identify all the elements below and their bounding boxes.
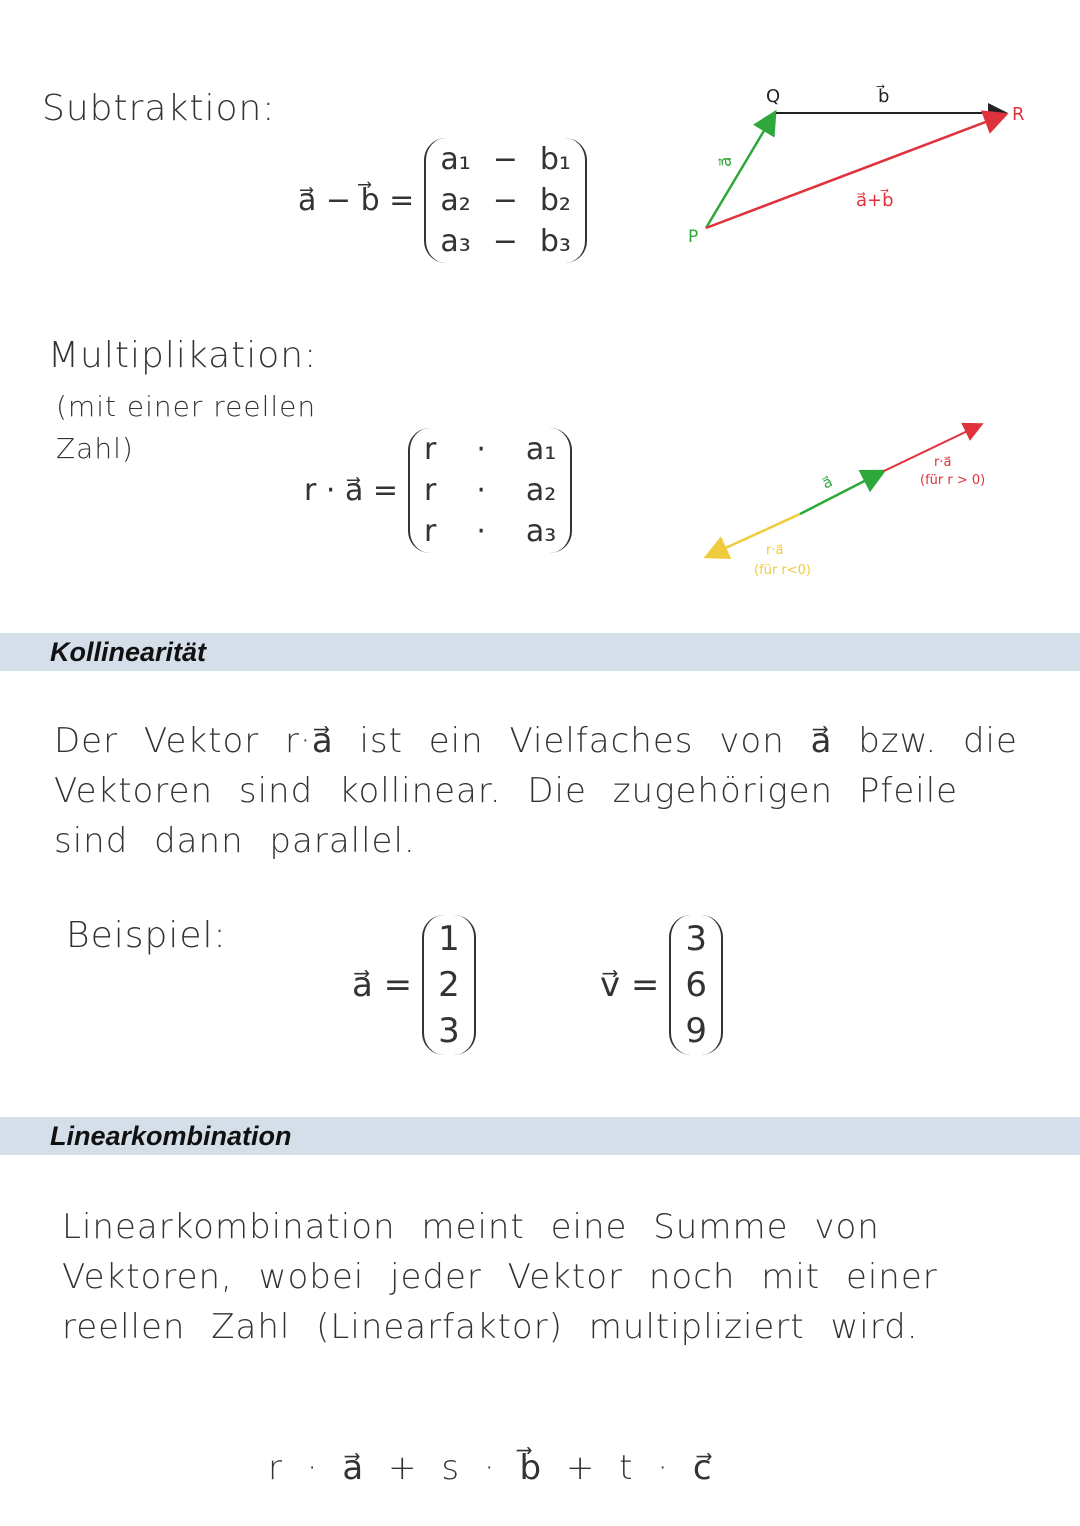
multiplication-lhs: r · a⃗ =	[304, 473, 398, 508]
vector-a-arrow	[706, 114, 774, 228]
subtraction-heading: Subtraktion:	[42, 88, 276, 129]
multiplication-heading: Multiplikation:	[48, 335, 318, 376]
vector-v-matrix	[669, 915, 723, 1055]
vector-addition-diagram	[686, 40, 1036, 290]
matrix-cell: r	[424, 432, 437, 467]
subtraction-lhs: a⃗ − b⃗ =	[298, 183, 415, 218]
vector-sum-arrow	[706, 115, 1004, 228]
linearkombination-text: Linearkombination meint eine Summe von Vektoren, wobei jeder Vektor noch mit einer reellen Zahl (Linearfaktor) multipliziert wird.	[62, 1207, 938, 1347]
point-p-label: P	[688, 227, 699, 247]
vector-v-lhs: v⃗ =	[600, 965, 660, 1005]
matrix-cell: −	[492, 224, 518, 259]
point-r-label: R	[1012, 104, 1025, 125]
positive-multiple-arrow	[884, 425, 980, 471]
vector-a-label: a⃗	[819, 472, 836, 493]
matrix-cell: ·	[476, 432, 486, 467]
matrix-cell: 6	[685, 965, 708, 1005]
section-title: Kollinearität	[50, 637, 207, 667]
matrix-cell: r	[424, 514, 437, 549]
section-title: Linearkombination	[50, 1121, 292, 1151]
matrix-cell: b₂	[539, 183, 571, 218]
matrix-cell: a₁	[440, 142, 471, 177]
negative-condition-label: (für r<0)	[754, 563, 811, 578]
multiplication-note: (mit einer reellen Zahl)	[56, 390, 317, 465]
matrix-cell: 3	[685, 919, 708, 959]
linearkombination-formula: r · a⃗ + s · b⃗ + t · c⃗	[268, 1448, 713, 1488]
matrix-cell: a₂	[440, 183, 471, 218]
multiplication-formula	[304, 428, 572, 553]
matrix-cell: b₃	[539, 224, 571, 259]
subtraction-matrix	[424, 138, 587, 263]
subtraction-formula	[298, 138, 587, 263]
positive-multiple-label: r·a⃗	[934, 455, 952, 470]
matrix-cell: 2	[438, 965, 460, 1005]
vector-a-lhs: a⃗ =	[352, 965, 413, 1005]
matrix-cell: ·	[476, 473, 486, 508]
vector-b-label: b⃗	[878, 86, 890, 107]
matrix-cell: a₁	[525, 432, 557, 467]
kollinearitaet-text: Der Vektor r·a⃗ ist ein Vielfaches von a⃗ bzw. die Vektoren sind kollinear. Die zugehörigen Pfeile sind dann parallel.	[54, 721, 1018, 861]
positive-condition-label: (für r > 0)	[920, 473, 986, 488]
vector-a-label: a⃗	[716, 156, 736, 167]
vector-sum-label: a⃗+b⃗	[856, 190, 894, 211]
matrix-cell: 3	[438, 1011, 460, 1051]
scalar-multiplication-diagram	[690, 410, 1030, 590]
matrix-cell: b₁	[539, 142, 571, 177]
matrix-cell: a₃	[440, 224, 471, 259]
matrix-cell: −	[492, 142, 518, 177]
vector-a-arrow	[800, 472, 882, 514]
section-header-kollinearitaet	[0, 633, 1080, 671]
matrix-cell: ·	[476, 514, 486, 549]
negative-multiple-arrow	[708, 514, 800, 556]
matrix-cell: −	[492, 183, 518, 218]
example-label: Beispiel:	[66, 915, 227, 956]
matrix-cell: a₂	[525, 473, 557, 508]
matrix-cell: 1	[438, 919, 460, 959]
example-vector-v	[600, 915, 723, 1055]
section-header-linearkombination	[0, 1117, 1080, 1155]
example-vector-a	[352, 915, 476, 1055]
matrix-cell: a₃	[525, 514, 557, 549]
vector-a-matrix	[422, 915, 476, 1055]
negative-multiple-label: r·a⃗	[766, 543, 784, 558]
multiplication-matrix	[408, 428, 572, 553]
matrix-cell: 9	[685, 1011, 708, 1051]
point-q-label: Q	[766, 86, 781, 107]
matrix-cell: r	[424, 473, 437, 508]
